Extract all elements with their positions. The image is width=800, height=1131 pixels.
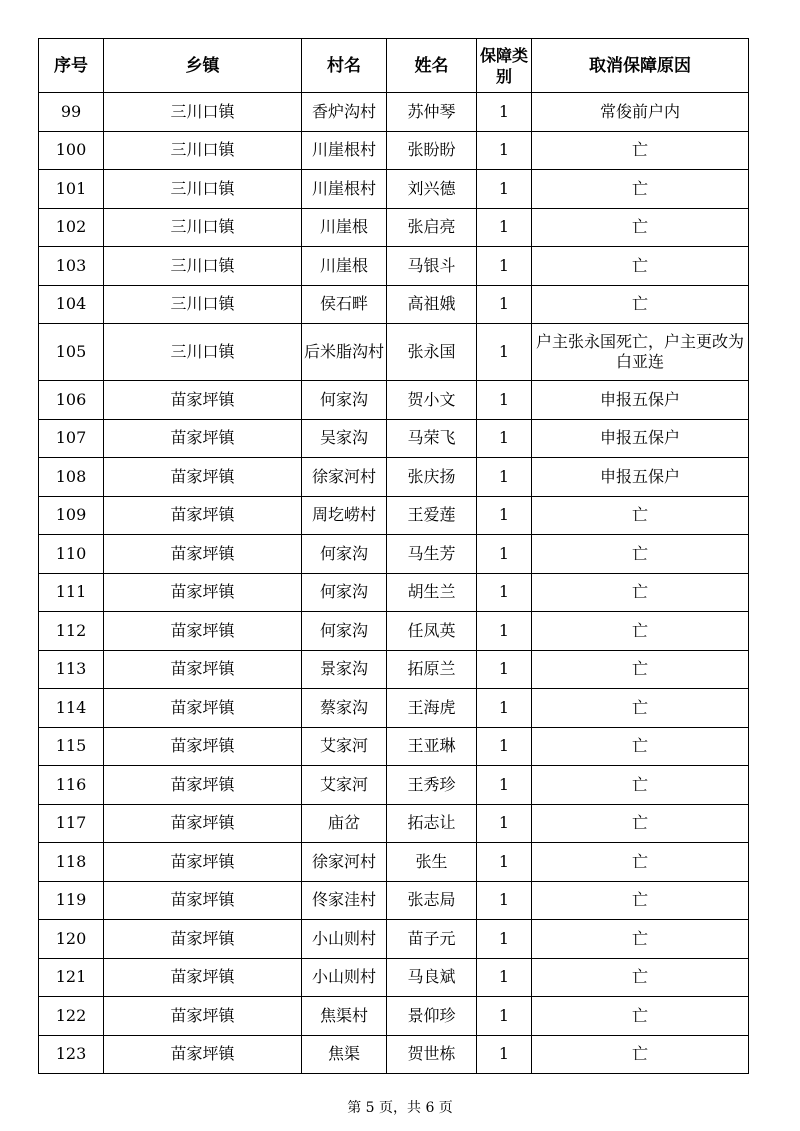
row-name: 拓志让 — [387, 804, 477, 843]
row-name: 拓原兰 — [387, 650, 477, 689]
row-index: 113 — [39, 650, 104, 689]
table-row — [39, 612, 749, 651]
row-village: 徐家河村 — [302, 458, 387, 497]
row-name: 马良斌 — [387, 958, 477, 997]
row-index: 117 — [39, 804, 104, 843]
table-row — [39, 381, 749, 420]
table-row — [39, 881, 749, 920]
row-index: 107 — [39, 419, 104, 458]
row-name: 苗子元 — [387, 920, 477, 959]
row-category: 1 — [477, 324, 532, 381]
cancellation-table — [38, 38, 749, 1074]
row-index: 106 — [39, 381, 104, 420]
table-row — [39, 689, 749, 728]
row-reason: 申报五保户 — [532, 381, 749, 420]
row-name: 张庆扬 — [387, 458, 477, 497]
row-category: 1 — [477, 997, 532, 1036]
row-category: 1 — [477, 727, 532, 766]
row-village: 徐家河村 — [302, 843, 387, 882]
row-index: 119 — [39, 881, 104, 920]
row-village: 川崖根 — [302, 208, 387, 247]
row-township: 苗家坪镇 — [104, 843, 302, 882]
table-body — [39, 93, 749, 1074]
row-village: 川崖根 — [302, 247, 387, 286]
row-village: 小山则村 — [302, 920, 387, 959]
row-township: 三川口镇 — [104, 131, 302, 170]
row-township: 苗家坪镇 — [104, 496, 302, 535]
row-index: 121 — [39, 958, 104, 997]
row-category: 1 — [477, 804, 532, 843]
table-row — [39, 843, 749, 882]
row-reason: 亡 — [532, 535, 749, 574]
row-village: 周圪崂村 — [302, 496, 387, 535]
row-township: 三川口镇 — [104, 285, 302, 324]
row-township: 苗家坪镇 — [104, 381, 302, 420]
row-category: 1 — [477, 920, 532, 959]
row-index: 103 — [39, 247, 104, 286]
row-village: 吴家沟 — [302, 419, 387, 458]
row-township: 苗家坪镇 — [104, 573, 302, 612]
row-name: 张盼盼 — [387, 131, 477, 170]
row-township: 苗家坪镇 — [104, 766, 302, 805]
row-township: 苗家坪镇 — [104, 650, 302, 689]
row-reason: 亡 — [532, 689, 749, 728]
row-index: 111 — [39, 573, 104, 612]
table-row — [39, 419, 749, 458]
row-index: 122 — [39, 997, 104, 1036]
table-row — [39, 458, 749, 497]
row-index: 102 — [39, 208, 104, 247]
table-row — [39, 650, 749, 689]
table-row — [39, 727, 749, 766]
row-reason: 亡 — [532, 804, 749, 843]
row-reason: 亡 — [532, 958, 749, 997]
row-category: 1 — [477, 381, 532, 420]
row-reason: 亡 — [532, 285, 749, 324]
row-village: 小山则村 — [302, 958, 387, 997]
row-category: 1 — [477, 93, 532, 132]
row-index: 120 — [39, 920, 104, 959]
row-name: 王海虎 — [387, 689, 477, 728]
row-index: 99 — [39, 93, 104, 132]
row-name: 贺小文 — [387, 381, 477, 420]
row-name: 马荣飞 — [387, 419, 477, 458]
row-category: 1 — [477, 843, 532, 882]
row-village: 何家沟 — [302, 573, 387, 612]
row-reason: 亡 — [532, 650, 749, 689]
table-row — [39, 93, 749, 132]
row-index: 114 — [39, 689, 104, 728]
row-category: 1 — [477, 496, 532, 535]
row-name: 张生 — [387, 843, 477, 882]
row-township: 苗家坪镇 — [104, 419, 302, 458]
row-township: 三川口镇 — [104, 170, 302, 209]
table-header-row — [39, 39, 749, 93]
header-township: 乡镇 — [104, 39, 302, 93]
table-row — [39, 131, 749, 170]
table-row — [39, 496, 749, 535]
row-reason: 亡 — [532, 997, 749, 1036]
table-row — [39, 804, 749, 843]
row-name: 景仰珍 — [387, 997, 477, 1036]
row-reason: 亡 — [532, 170, 749, 209]
row-village: 庙岔 — [302, 804, 387, 843]
row-index: 110 — [39, 535, 104, 574]
row-township: 苗家坪镇 — [104, 535, 302, 574]
row-reason: 亡 — [532, 843, 749, 882]
row-village: 侯石畔 — [302, 285, 387, 324]
row-village: 川崖根村 — [302, 131, 387, 170]
row-township: 苗家坪镇 — [104, 881, 302, 920]
row-index: 105 — [39, 324, 104, 381]
row-name: 王爱莲 — [387, 496, 477, 535]
row-village: 香炉沟村 — [302, 93, 387, 132]
row-reason: 户主张永国死亡，户主更改为白亚连 — [532, 324, 749, 381]
row-village: 艾家河 — [302, 766, 387, 805]
row-category: 1 — [477, 612, 532, 651]
row-category: 1 — [477, 650, 532, 689]
row-name: 刘兴德 — [387, 170, 477, 209]
row-name: 王秀珍 — [387, 766, 477, 805]
row-village: 焦渠村 — [302, 997, 387, 1036]
header-name: 姓名 — [387, 39, 477, 93]
row-category: 1 — [477, 766, 532, 805]
row-township: 三川口镇 — [104, 247, 302, 286]
row-index: 100 — [39, 131, 104, 170]
row-index: 112 — [39, 612, 104, 651]
row-reason: 常俊前户内 — [532, 93, 749, 132]
table-row — [39, 958, 749, 997]
row-category: 1 — [477, 535, 532, 574]
row-name: 任凤英 — [387, 612, 477, 651]
row-name: 张志局 — [387, 881, 477, 920]
row-reason: 亡 — [532, 208, 749, 247]
row-category: 1 — [477, 689, 532, 728]
row-category: 1 — [477, 247, 532, 286]
table-row — [39, 997, 749, 1036]
row-index: 118 — [39, 843, 104, 882]
row-reason: 亡 — [532, 573, 749, 612]
row-name: 张启亮 — [387, 208, 477, 247]
table-row — [39, 208, 749, 247]
row-reason: 亡 — [532, 496, 749, 535]
row-village: 艾家河 — [302, 727, 387, 766]
row-index: 108 — [39, 458, 104, 497]
header-category: 保障类别 — [477, 39, 532, 93]
row-village: 蔡家沟 — [302, 689, 387, 728]
row-reason: 亡 — [532, 1035, 749, 1074]
row-category: 1 — [477, 881, 532, 920]
row-category: 1 — [477, 573, 532, 612]
table-row — [39, 285, 749, 324]
row-index: 116 — [39, 766, 104, 805]
page-number: 第 5 页，共 6 页 — [347, 1100, 453, 1116]
row-township: 三川口镇 — [104, 208, 302, 247]
table-row — [39, 247, 749, 286]
row-index: 109 — [39, 496, 104, 535]
row-reason: 亡 — [532, 612, 749, 651]
row-township: 苗家坪镇 — [104, 689, 302, 728]
row-township: 苗家坪镇 — [104, 804, 302, 843]
row-index: 123 — [39, 1035, 104, 1074]
row-township: 苗家坪镇 — [104, 958, 302, 997]
row-reason: 亡 — [532, 727, 749, 766]
table-row — [39, 766, 749, 805]
header-reason: 取消保障原因 — [532, 39, 749, 93]
row-name: 苏仲琴 — [387, 93, 477, 132]
row-reason: 亡 — [532, 881, 749, 920]
header-index: 序号 — [39, 39, 104, 93]
table-row — [39, 535, 749, 574]
row-name: 贺世栋 — [387, 1035, 477, 1074]
table-row — [39, 324, 749, 381]
row-township: 苗家坪镇 — [104, 727, 302, 766]
row-township: 苗家坪镇 — [104, 1035, 302, 1074]
row-name: 王亚琳 — [387, 727, 477, 766]
row-category: 1 — [477, 419, 532, 458]
row-category: 1 — [477, 208, 532, 247]
row-township: 三川口镇 — [104, 324, 302, 381]
row-category: 1 — [477, 958, 532, 997]
row-village: 何家沟 — [302, 612, 387, 651]
row-township: 苗家坪镇 — [104, 458, 302, 497]
row-category: 1 — [477, 285, 532, 324]
row-township: 苗家坪镇 — [104, 920, 302, 959]
row-village: 焦渠 — [302, 1035, 387, 1074]
row-name: 马生芳 — [387, 535, 477, 574]
row-township: 苗家坪镇 — [104, 612, 302, 651]
row-township: 三川口镇 — [104, 93, 302, 132]
row-category: 1 — [477, 1035, 532, 1074]
row-village: 何家沟 — [302, 535, 387, 574]
table-row — [39, 573, 749, 612]
row-category: 1 — [477, 131, 532, 170]
table-row — [39, 170, 749, 209]
row-name: 胡生兰 — [387, 573, 477, 612]
row-reason: 亡 — [532, 247, 749, 286]
row-township: 苗家坪镇 — [104, 997, 302, 1036]
header-village: 村名 — [302, 39, 387, 93]
row-village: 川崖根村 — [302, 170, 387, 209]
row-category: 1 — [477, 458, 532, 497]
row-reason: 申报五保户 — [532, 419, 749, 458]
row-category: 1 — [477, 170, 532, 209]
row-village: 佟家洼村 — [302, 881, 387, 920]
row-name: 张永国 — [387, 324, 477, 381]
row-index: 101 — [39, 170, 104, 209]
row-reason: 申报五保户 — [532, 458, 749, 497]
row-name: 马银斗 — [387, 247, 477, 286]
table-row — [39, 920, 749, 959]
row-name: 高祖娥 — [387, 285, 477, 324]
row-reason: 亡 — [532, 766, 749, 805]
row-village: 何家沟 — [302, 381, 387, 420]
row-reason: 亡 — [532, 131, 749, 170]
row-reason: 亡 — [532, 920, 749, 959]
row-village: 景家沟 — [302, 650, 387, 689]
table-row — [39, 1035, 749, 1074]
row-village: 后米脂沟村 — [302, 324, 387, 381]
row-index: 115 — [39, 727, 104, 766]
row-index: 104 — [39, 285, 104, 324]
